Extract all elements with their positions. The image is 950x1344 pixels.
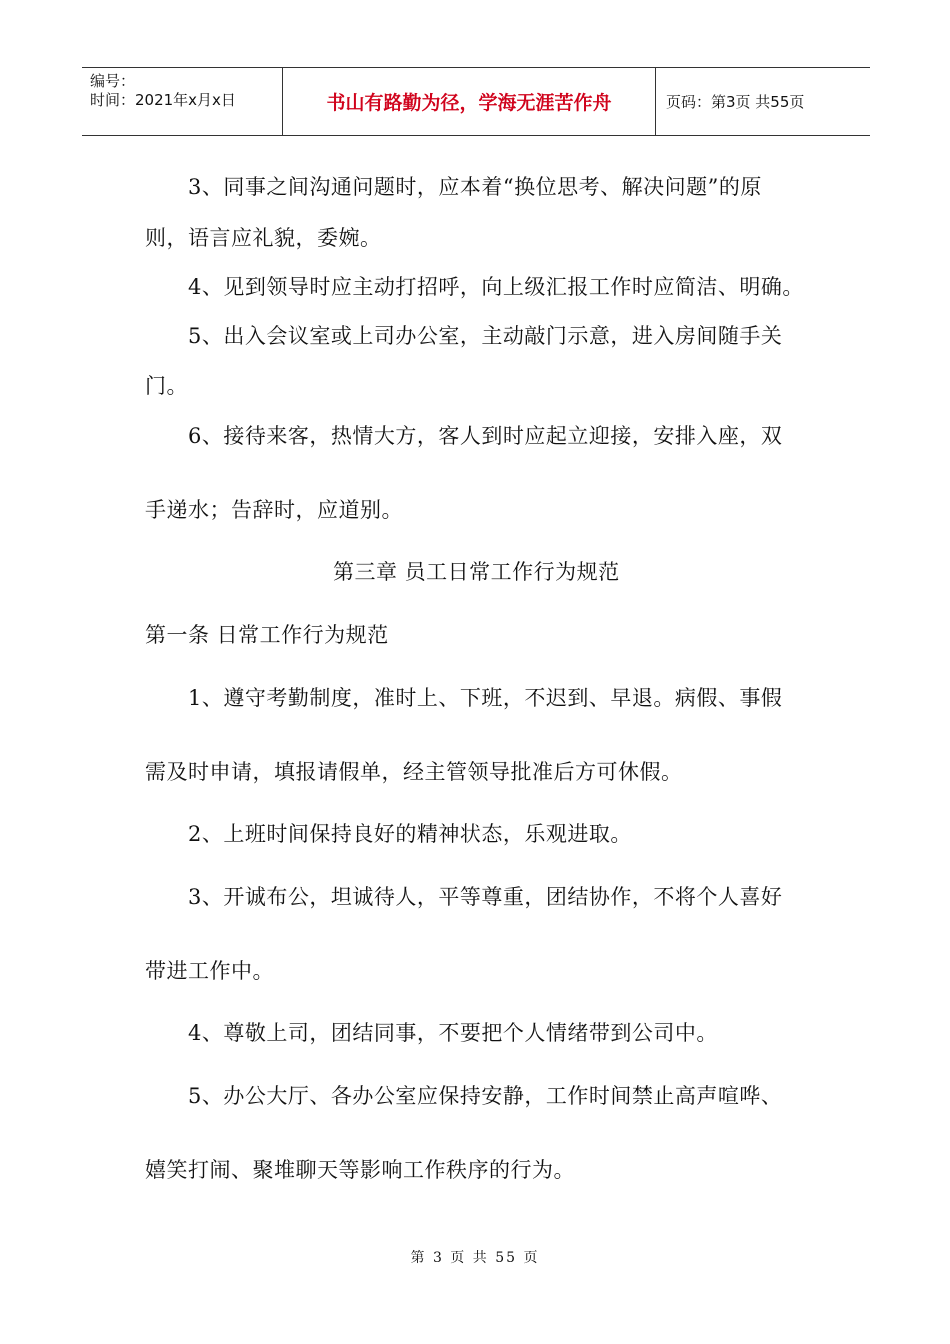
paragraph-line: 则，语言应礼貌，委婉。 xyxy=(145,226,382,250)
paragraph-line: 4、见到领导时应主动打招呼，向上级汇报工作时应简洁、明确。 xyxy=(188,275,804,299)
paragraph-line: 嬉笑打闹、聚堆聊天等影响工作秩序的行为。 xyxy=(145,1158,575,1182)
header-slogan: 书山有路勤为径，学海无涯苦作舟 xyxy=(283,68,656,135)
header-page-info: 页码：第3页 共55页 xyxy=(666,93,805,111)
page-footer: 第 3 页 共 55 页 xyxy=(410,1250,540,1266)
paragraph-line: 3、开诚布公，坦诚待人，平等尊重，团结协作，不将个人喜好 xyxy=(188,885,783,909)
paragraph-line: 3、同事之间沟通问题时，应本着“换位思考、解决问题”的原 xyxy=(188,175,762,199)
paragraph-line: 需及时申请，填报请假单，经主管领导批准后方可休假。 xyxy=(145,760,683,784)
doc-number-label: 编号： xyxy=(90,72,136,90)
paragraph-line: 4、尊敬上司，团结同事，不要把个人情绪带到公司中。 xyxy=(188,1021,718,1045)
paragraph-line: 6、接待来客，热情大方，客人到时应起立迎接，安排入座，双 xyxy=(188,424,783,448)
paragraph-line: 1、遵守考勤制度，准时上、下班，不迟到、早退。病假、事假 xyxy=(188,686,783,710)
chapter-title: 第三章 员工日常工作行为规范 xyxy=(333,560,620,584)
article-heading: 第一条 日常工作行为规范 xyxy=(145,623,389,647)
paragraph-line: 5、出入会议室或上司办公室，主动敲门示意，进入房间随手关 xyxy=(188,324,783,348)
paragraph-line: 5、办公大厅、各办公室应保持安静，工作时间禁止高声喧哗、 xyxy=(188,1084,783,1108)
header-meta xyxy=(82,68,283,135)
paragraph-line: 手递水；告辞时，应道别。 xyxy=(145,498,403,522)
date-line: 时间：2021年x月x日 xyxy=(90,91,236,109)
paragraph-line: 门。 xyxy=(145,374,188,398)
paragraph-line: 带进工作中。 xyxy=(145,959,274,983)
page-header xyxy=(82,67,870,136)
paragraph-line: 2、上班时间保持良好的精神状态，乐观进取。 xyxy=(188,822,632,846)
